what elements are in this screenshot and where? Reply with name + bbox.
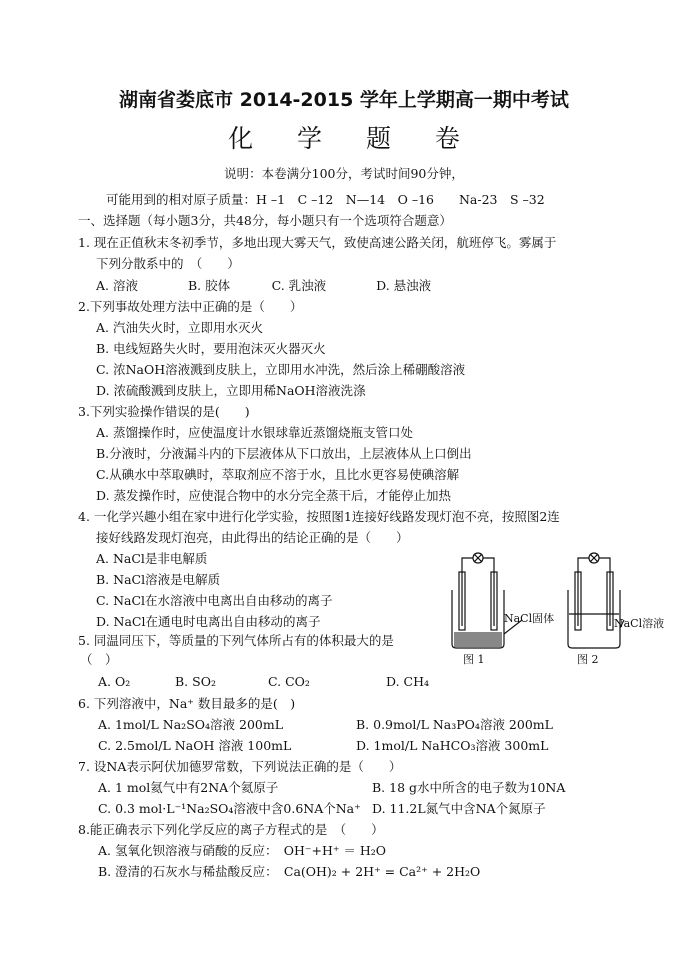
q5-option-d: D. CH₄: [386, 674, 429, 689]
q4-option-c: C. NaCl在水溶液中电离出自由移动的离子: [96, 593, 333, 608]
q3-stem: 3.下列实验操作错误的是( ): [78, 404, 250, 419]
q4-stem-2: 接好线路发现灯泡亮，由此得出的结论正确的是（ ）: [96, 530, 409, 545]
q7-option-d: D. 11.2L氮气中含NA个氮原子: [372, 801, 546, 816]
q3-option-b: B.分液时，分液漏斗内的下层液体从下口放出，上层液体从上口倒出: [96, 446, 472, 461]
q2-option-c: C. 浓NaOH溶液溅到皮肤上，立即用水冲洗，然后涂上稀硼酸溶液: [96, 362, 466, 377]
q7-option-c: C. 0.3 mol·L⁻¹Na₂SO₄溶液中含0.6NA个Na⁺: [98, 801, 361, 816]
q6-option-a: A. 1mol/L Na₂SO₄溶液 200mL: [98, 717, 283, 732]
q6-option-d: D. 1mol/L NaHCO₃溶液 300mL: [356, 738, 549, 753]
exam-subtitle: 化 学 题 卷: [228, 124, 478, 153]
figure-2: [568, 553, 624, 648]
beaker-2: [568, 590, 620, 648]
q4-stem-1: 4. 一化学兴趣小组在家中进行化学实验，按照图1连接好线路发现灯泡不亮，按照图2连: [78, 509, 560, 524]
q4-option-a: A. NaCl是非电解质: [96, 551, 208, 566]
q5-option-b: B. SO₂: [175, 674, 216, 689]
q5-paren: （ ）: [80, 652, 118, 667]
q4-option-d: D. NaCl在通电时电离出自由移动的离子: [96, 614, 321, 629]
experiment-figures: [448, 548, 648, 668]
q2-option-b: B. 电线短路失火时，要用泡沫灭火器灭火: [96, 341, 326, 356]
q3-option-d: D. 蒸发操作时，应使混合物中的水分完全蒸干后，才能停止加热: [96, 488, 452, 503]
q7-stem: 7. 设NA表示阿伏加德罗常数，下列说法正确的是（ ）: [78, 759, 402, 774]
fig2-caption: 图 2: [577, 653, 599, 666]
exam-title: 湖南省娄底市 2014-2015 学年上学期高一期中考试: [119, 89, 569, 111]
fig2-label: NaCl溶液: [614, 617, 665, 630]
section-heading: 一、选择题（每小题3分，共48分，每小题只有一个选项符合题意）: [78, 213, 452, 228]
q2-option-a: A. 汽油失火时，立即用水灭火: [96, 320, 263, 335]
q3-option-c: C.从碘水中萃取碘时，萃取剂应不溶于水，且比水更容易使碘溶解: [96, 467, 460, 482]
nacl-solid: [454, 632, 502, 647]
q6-option-c: C. 2.5mol/L NaOH 溶液 100mL: [98, 738, 292, 753]
exam-note: 说明：本卷满分100分，考试时间90分钟，: [224, 166, 464, 181]
q8-stem: 8.能正确表示下列化学反应的离子方程式的是 （ ）: [78, 822, 384, 837]
q8-option-b: B. 澄清的石灰水与稀盐酸反应： Ca(OH)₂ + 2H⁺ = Ca²⁺ + 2H₂O: [98, 864, 481, 879]
q5-option-a: A. O₂: [98, 674, 131, 689]
q4-option-b: B. NaCl溶液是电解质: [96, 572, 221, 587]
atomic-mass-line: 可能用到的相对原子质量：H –1 C –12 N—14 O –16 Na-23 S –32: [106, 192, 545, 207]
fig1-label: NaCl固体: [504, 612, 555, 625]
figure-1: [452, 553, 522, 648]
q2-option-d: D. 浓硫酸溅到皮肤上，立即用稀NaOH溶液洗涤: [96, 383, 366, 398]
q1-stem-2: 下列分散系中的 （ ）: [96, 256, 240, 271]
q5-option-c: C. CO₂: [268, 674, 310, 689]
fig1-caption: 图 1: [463, 653, 485, 666]
q8-option-a: A. 氢氧化钡溶液与硝酸的反应： OH⁻+H⁺ ＝ H₂O: [98, 843, 387, 858]
q1-options: A. 溶液 B. 胶体 C. 乳浊液 D. 悬浊液: [96, 278, 432, 293]
q7-option-a: A. 1 mol氦气中有2NA个氦原子: [98, 780, 279, 795]
q1-stem-1: 1. 现在正值秋末冬初季节，多地出现大雾天气，致使高速公路关闭，航班停飞。雾属于: [78, 235, 557, 250]
q2-stem: 2.下列事故处理方法中正确的是（ ）: [78, 299, 303, 314]
q6-stem: 6. 下列溶液中，Na⁺ 数目最多的是( ): [78, 696, 296, 711]
q7-option-b: B. 18 g水中所含的电子数为10NA: [372, 780, 566, 795]
q3-option-a: A. 蒸馏操作时，应使温度计水银球靠近蒸馏烧瓶支管口处: [96, 425, 413, 440]
q6-option-b: B. 0.9mol/L Na₃PO₄溶液 200mL: [356, 717, 553, 732]
q5-stem: 5. 同温同压下，等质量的下列气体所占有的体积最大的是: [78, 633, 394, 648]
